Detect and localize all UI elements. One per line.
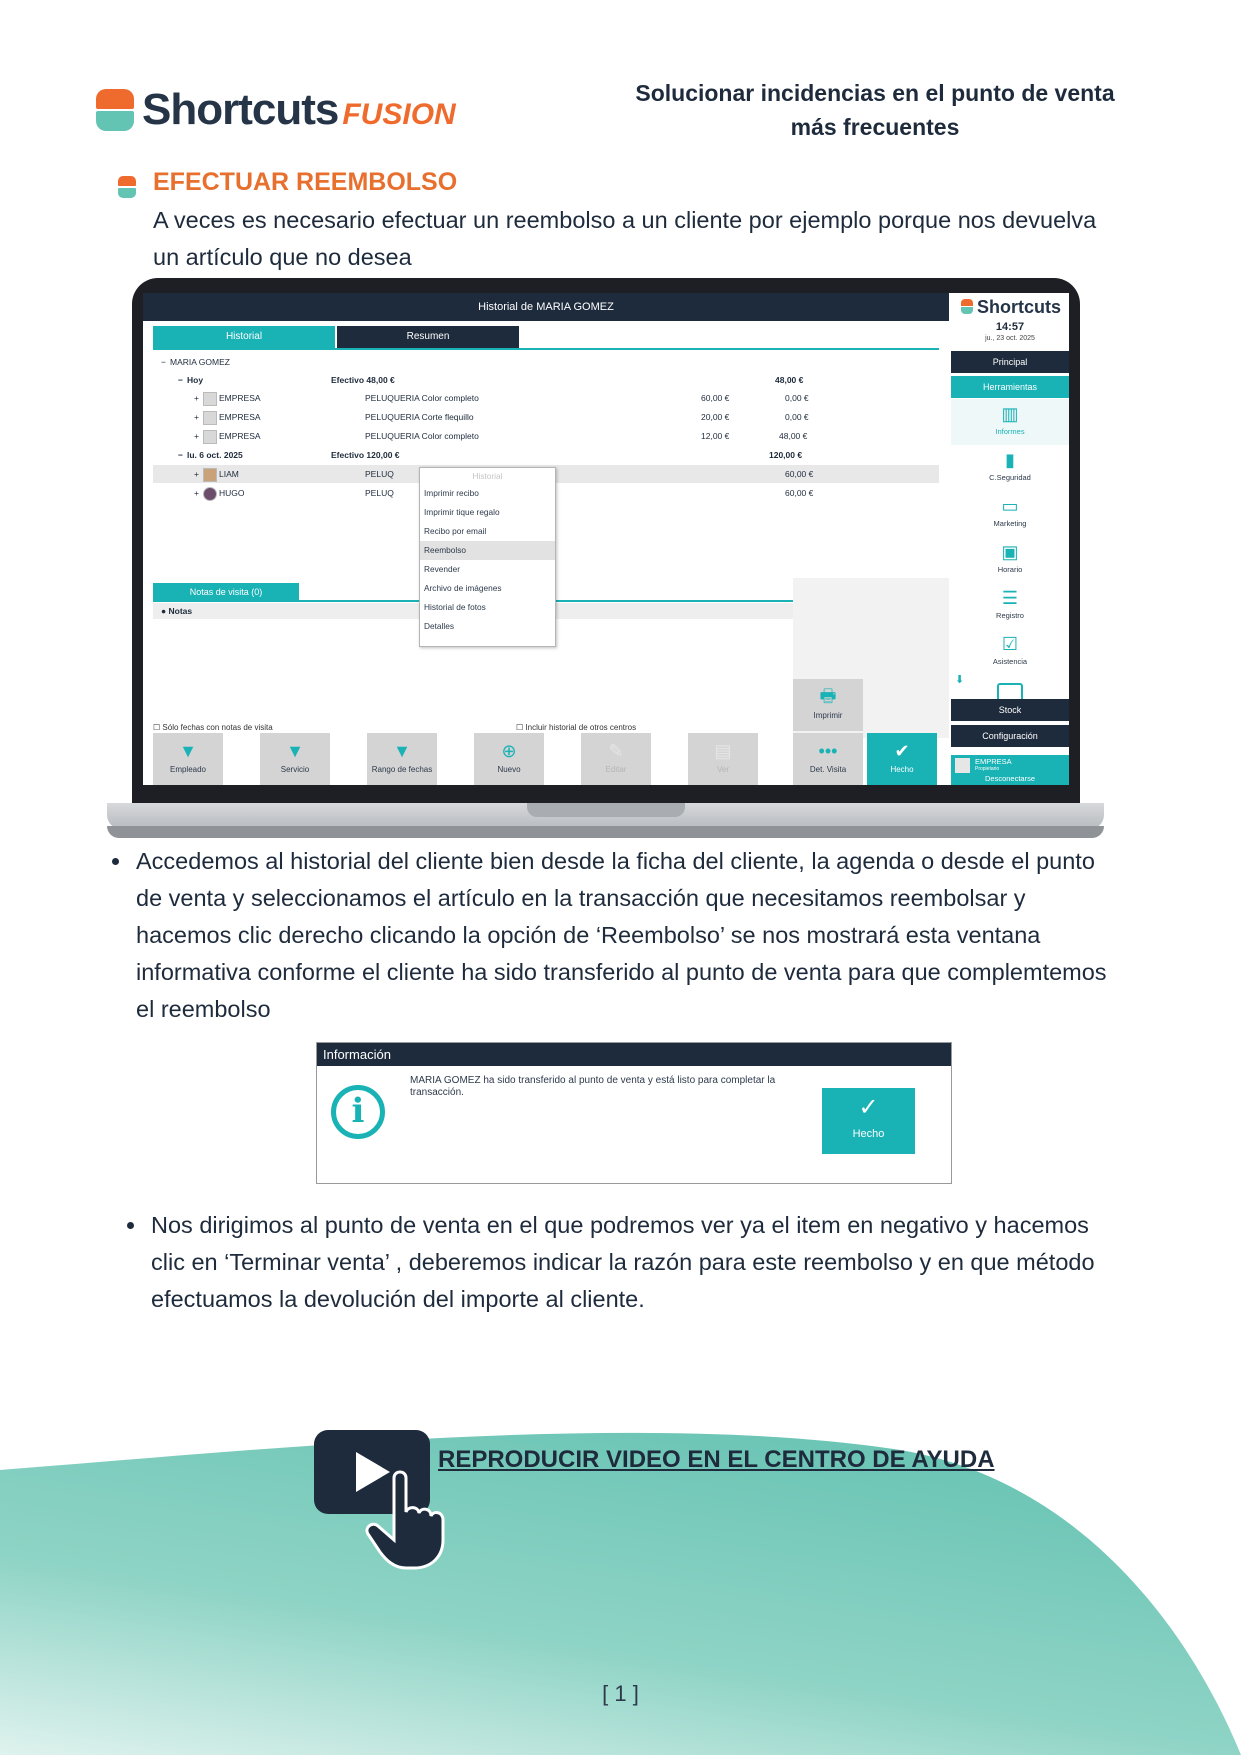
sidebar-item-marketing[interactable]: ▭ Marketing <box>951 491 1069 537</box>
filter-rango-fechas-button[interactable]: ▼ Rango de fechas <box>367 733 437 785</box>
page-number: [ 1 ] <box>602 1681 639 1706</box>
logo-suffix: FUSION <box>342 98 456 131</box>
menu-item-archivo-imagenes[interactable]: Archivo de imágenes <box>424 583 502 593</box>
menu-item-imprimir-tique-regalo[interactable]: Imprimir tique regalo <box>424 507 500 517</box>
menu-item-imprimir-recibo[interactable]: Imprimir recibo <box>424 488 479 498</box>
scroll-down-icon[interactable]: ⬇ <box>955 674 965 686</box>
filter-icon: ▼ <box>286 741 304 761</box>
menu-item-recibo-email[interactable]: Recibo por email <box>424 526 487 536</box>
document-title <box>610 76 1140 144</box>
alert-icon <box>997 683 1023 699</box>
laptop-base-edge <box>107 826 1104 838</box>
sidebar-item-registro[interactable]: ☰ Registro <box>951 583 1069 629</box>
sidebar-item-seguridad[interactable]: ▮ C.Seguridad <box>951 445 1069 491</box>
client-name: MARIA GOMEZ <box>170 357 230 367</box>
printer-icon: 🖶 <box>819 686 837 706</box>
avatar <box>203 468 217 482</box>
dialog-title: Información <box>317 1043 951 1066</box>
table-row-selected[interactable]: + LIAM PELUQ 60,00 € <box>153 465 939 483</box>
info-dialog <box>316 1042 952 1184</box>
sidebar-item-horario[interactable]: ▣ Horario <box>951 537 1069 583</box>
window-title: Historial de MARIA GOMEZ <box>143 293 949 321</box>
brand-logo <box>96 86 456 134</box>
step-2-text: Nos dirigimos al punto de venta en el que podremos ver ya el item en negativo y hacemos clic en ‘Terminar venta’ , deberemos indicar la razón para este reembolso y en que método efectuamos la devolución del importe al cliente. <box>151 1212 1095 1312</box>
sidebar-item-asistencia[interactable]: ☑ Asistencia <box>951 629 1069 675</box>
menu-item-reembolso[interactable]: Reembolso <box>420 541 555 560</box>
section-title: EFECTUAR REEMBOLSO <box>153 168 458 196</box>
video-help-link[interactable]: REPRODUCIR VIDEO EN EL CENTRO DE AYUDA <box>438 1446 995 1473</box>
calendar-check-icon: ☑ <box>1001 634 1019 654</box>
context-menu <box>419 467 556 647</box>
logo-mark-icon <box>96 89 134 131</box>
sidebar-principal[interactable]: Principal <box>951 351 1069 373</box>
section-bullet-icon <box>118 176 136 198</box>
logout-link[interactable]: Desconectarse <box>984 774 1036 783</box>
laptop-notch <box>527 803 685 817</box>
tab-historial[interactable]: Historial <box>153 326 335 348</box>
section-intro: A veces es necesario efectuar un reembolso a un cliente por ejemplo porque nos devuelva un artículo que no desea <box>153 207 1097 270</box>
table-row[interactable]: + EMPRESA PELUQUERIA Corte flequillo 20,00 € 0,00 € <box>153 408 939 426</box>
group-date: lu. 6 oct. 2025 <box>187 450 243 460</box>
sidebar-date: ju., 23 oct. 2025 <box>985 335 1035 342</box>
document-icon: ▤ <box>714 741 732 761</box>
sidebar-item-informes[interactable]: ▥ Informes <box>951 399 1069 445</box>
client-row[interactable]: − MARIA GOMEZ <box>153 353 939 371</box>
editar-button[interactable]: ✎ Editar <box>581 733 651 785</box>
avatar <box>203 411 217 425</box>
nuevo-button[interactable]: ⊕ Nuevo <box>474 733 544 785</box>
table-row[interactable]: + EMPRESA PELUQUERIA Color completo 12,00 € 48,00 € <box>153 427 939 445</box>
logo-mark-icon <box>961 299 973 314</box>
app-screenshot <box>143 293 1069 785</box>
group-total: 48,00 € <box>775 375 804 385</box>
message-icon: ▭ <box>1001 496 1019 516</box>
group-date: Hoy <box>187 375 204 385</box>
plus-circle-icon: ⊕ <box>501 741 517 761</box>
checkbox-other-centers[interactable]: ☐ Incluir historial de otros centros <box>516 723 637 732</box>
sidebar-user[interactable]: EMPRESA Propietario Desconectarse <box>951 755 1069 785</box>
chart-icon: ▥ <box>1001 404 1019 424</box>
group-row[interactable]: − Hoy Efectivo 48,00 € 48,00 € <box>153 371 939 389</box>
context-menu-title: Historial <box>472 471 503 481</box>
sidebar-herramientas[interactable]: Herramientas <box>951 376 1069 398</box>
dialog-message: MARIA GOMEZ ha sido transferido al punto de venta y está listo para completar la transacción. <box>410 1075 776 1098</box>
sidebar-logo: Shortcuts <box>961 297 1061 318</box>
dialog-hecho-button[interactable]: ✓ Hecho <box>822 1088 915 1154</box>
group-total: 120,00 € <box>769 450 803 460</box>
sidebar-configuracion[interactable]: Configuración <box>951 725 1069 747</box>
pencil-icon: ✎ <box>608 741 624 761</box>
check-circle-icon: ✔ <box>894 741 910 761</box>
list-bullet <box>112 858 119 865</box>
app-sidebar <box>951 293 1069 785</box>
avatar <box>203 487 217 501</box>
menu-item-historial-fotos[interactable]: Historial de fotos <box>424 602 486 612</box>
table-row[interactable]: + EMPRESA PELUQUERIA Color completo 60,00 € 0,00 € <box>153 389 939 407</box>
more-dots-icon: ••• <box>818 741 838 761</box>
tab-resumen[interactable]: Resumen <box>337 326 519 348</box>
avatar <box>203 430 217 444</box>
checkbox-visit-notes[interactable]: ☐ Sólo fechas con notas de visita <box>153 723 273 732</box>
hecho-button[interactable]: ✔ Hecho <box>867 733 937 785</box>
ver-button[interactable]: ▤ Ver <box>688 733 758 785</box>
document-title-line2: más frecuentes <box>790 114 960 140</box>
filter-icon: ▼ <box>393 741 411 761</box>
det-visita-button[interactable]: ••• Det. Visita <box>793 733 863 785</box>
tab-notas-visita[interactable]: Notas de visita (0) <box>153 583 299 601</box>
menu-item-revender[interactable]: Revender <box>424 564 460 574</box>
document-title-line1: Solucionar incidencias en el punto de venta <box>635 80 1115 106</box>
avatar <box>203 392 217 406</box>
group-row[interactable]: − lu. 6 oct. 2025 Efectivo 120,00 € 120,00 € <box>153 446 939 464</box>
group-summary: Efectivo 48,00 € <box>331 375 395 385</box>
usb-key-icon: ▮ <box>1005 450 1015 470</box>
tab-underline <box>153 348 939 350</box>
filter-servicio-button[interactable]: ▼ Servicio <box>260 733 330 785</box>
group-summary: Efectivo 120,00 € <box>331 450 400 460</box>
table-row[interactable]: + HUGO PELUQ 60,00 € <box>153 484 939 502</box>
notes-header[interactable]: ● Notas <box>153 603 793 619</box>
filter-empleado-button[interactable]: ▼ Empleado <box>153 733 223 785</box>
sidebar-stock[interactable]: Stock <box>951 699 1069 721</box>
print-button[interactable]: 🖶 Imprimir <box>793 679 863 731</box>
filter-icon: ▼ <box>179 741 197 761</box>
calendar-user-icon: ▣ <box>1001 542 1019 562</box>
user-avatar-icon <box>955 758 970 773</box>
step-1-text: Accedemos al historial del cliente bien desde la ficha del cliente, la agenda o desde el punto de venta y seleccionamos el artículo en la transacción que necesitamos reembolsar y hacemos clic derecho clicando la opción de ‘Reembolso’ se nos mostrará esta ventana informativa conforme el cliente ha sido transferido al punto de venta para que complemtemos el reembolso <box>136 848 1107 1022</box>
list-icon: ☰ <box>1001 588 1019 608</box>
checkmark-icon: ✓ <box>858 1094 879 1121</box>
sidebar-time: 14:57 <box>995 321 1025 333</box>
logo-text: Shortcuts <box>142 85 339 134</box>
info-icon: i <box>331 1085 385 1139</box>
menu-item-detalles[interactable]: Detalles <box>424 621 454 631</box>
list-bullet <box>127 1222 134 1229</box>
